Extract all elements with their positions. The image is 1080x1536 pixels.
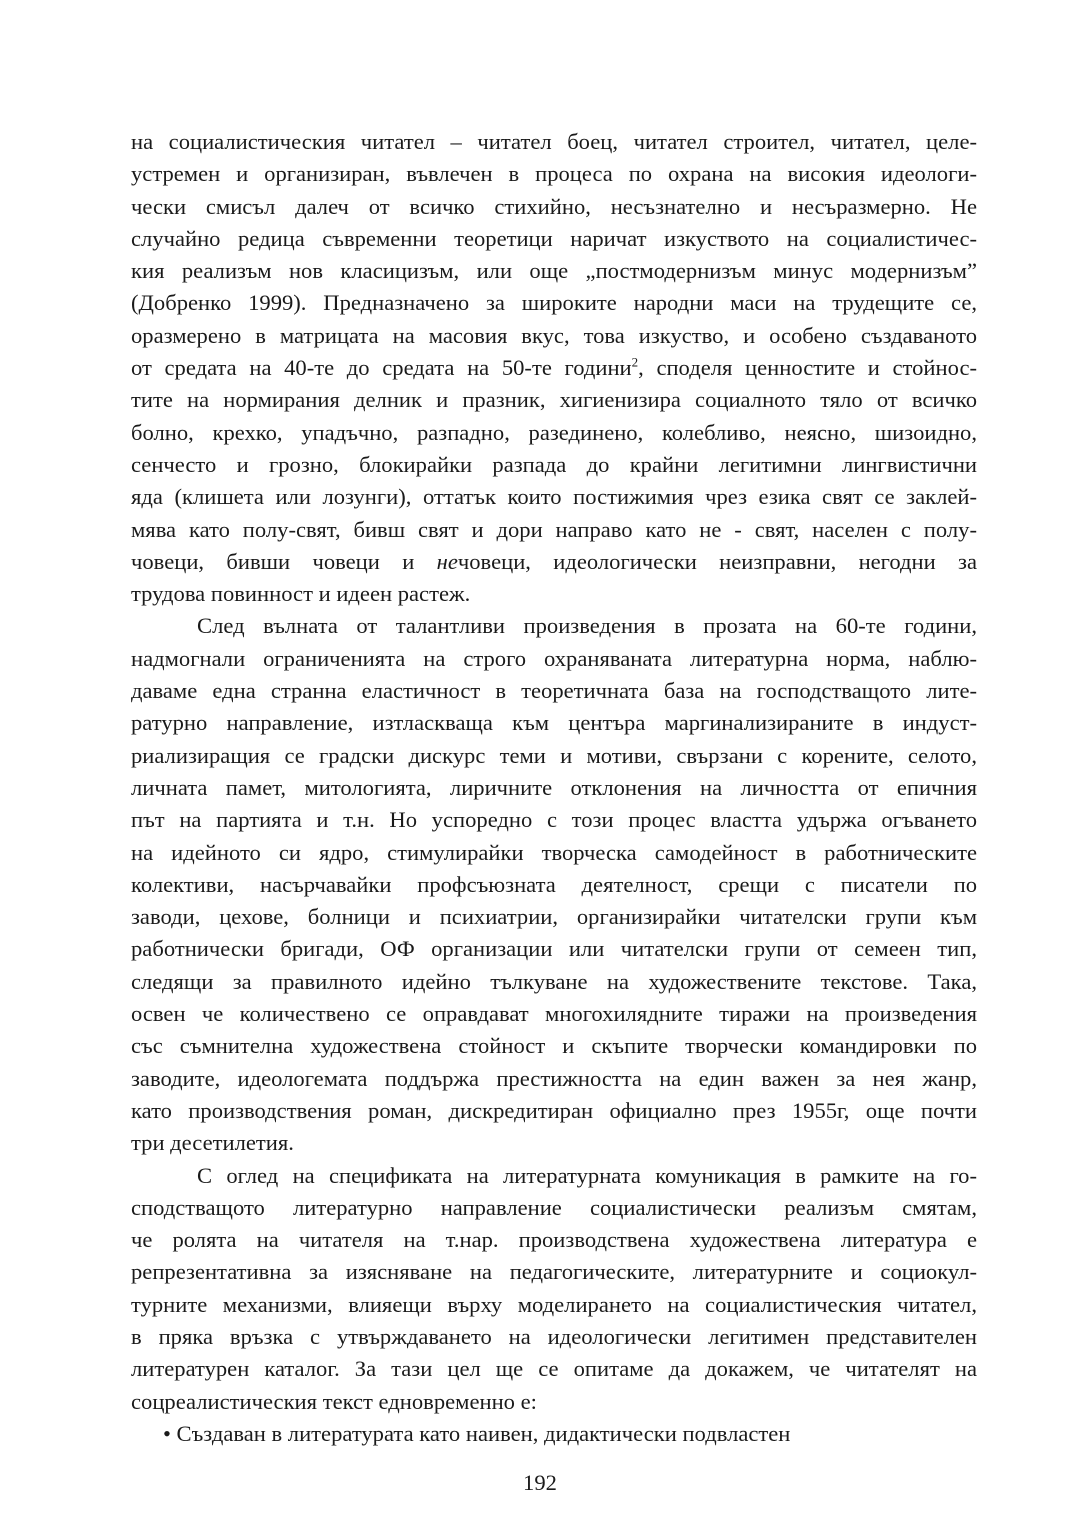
- text-line: заводите, идеологемата поддържа престижността на един важен за нея жанр,: [131, 1065, 977, 1091]
- text-line: че ролята на читателя на т.нар. производствена художествена литература е: [131, 1227, 977, 1253]
- text-segment: човеци, идеологически неизправни, негодни за: [457, 548, 977, 574]
- text-line: освен че количествено се оправдават многохилядните тиражи на произведения: [131, 1001, 977, 1027]
- text-line: сподстващото литературно направление социалистически реализъм смятам,: [131, 1194, 977, 1220]
- text-line: [131, 352, 977, 384]
- text-line: тите на нормирания делник и празник, хигиенизира социалното тяло от всичко: [131, 387, 977, 413]
- paragraph-2: [131, 610, 977, 1159]
- text-line: яда (клишета или лозунги), оттатък които постижимия чрез езика свят се заклей-: [131, 484, 977, 510]
- text-line: кия реализъм нов класицизъм, или още „постмодернизъм минус модернизъм”: [131, 258, 977, 284]
- text-line: заводи, цехове, болници и психиатрии, организирайки читателски групи към: [131, 904, 977, 930]
- paragraph-3: [131, 1160, 977, 1418]
- page-body: [131, 126, 977, 1450]
- text-line: надмогнали ограниченията на строго охраняваната литературна норма, наблю-: [131, 645, 977, 671]
- text-segment: , споделя ценностите и стойнос-: [638, 355, 978, 381]
- text-line: следящи за правилното идейно тълкуване на художествените текстове. Така,: [131, 968, 977, 994]
- bullet-item: • Създаван в литературата като наивен, дидактически подвластен: [163, 1420, 791, 1446]
- text-line: път на партията и т.н. Но успоредно с този процес властта удържа огъването: [131, 807, 977, 833]
- text-segment: от средата на 40-те до средата на 50-те години: [131, 355, 632, 381]
- text-line: трудова повинност и идеен растеж.: [131, 581, 471, 607]
- text-line: даваме една странна еластичност в теоретичната база на господстващото лите-: [131, 678, 977, 704]
- text-line: случайно редица съвременни теоретици наричат изкуството на социалистичес-: [131, 225, 977, 251]
- text-line: литературен каталог. За тази цел ще се опитаме да докажем, че читателят на: [131, 1356, 977, 1382]
- text-line: три десетилетия.: [131, 1130, 294, 1156]
- text-line: След вълната от талантливи произведения в прозата на 60-те години,: [197, 613, 977, 639]
- paragraph-1: [131, 126, 977, 610]
- footnote-reference: 2: [631, 354, 639, 370]
- text-line: риализиращия се градски дискурс теми и мотиви, свързани с корените, селото,: [131, 742, 977, 768]
- text-line: (Добренко 1999). Предназначено за широките народни маси на трудещите се,: [131, 290, 977, 316]
- text-line: на социалистическия читател – читател боец, читател строител, читател, целе-: [131, 129, 977, 154]
- page-number: 192: [523, 1470, 557, 1495]
- text-line: като производствения роман, дискредитиран официално през 1955г, още почти: [131, 1097, 977, 1123]
- text-line: работнически бригади, ОФ организации или читателски групи от семеен тип,: [131, 936, 977, 962]
- text-line: ратурно направление, изтласкваща към центъра маргинализираните в индуст-: [131, 710, 977, 736]
- text-line: оразмерено в матрицата на масовия вкус, това изкуство, и особено създаваното: [131, 322, 977, 348]
- text-line: чески смисъл далеч от всичко стихийно, несъзнателно и несъразмерно. Не: [131, 193, 977, 219]
- text-line: турните механизми, влияещи върху моделирането на социалистическия читател,: [131, 1291, 977, 1317]
- text-line: устремен и организиран, въвлечен в процеса по охрана на високия идеологи-: [131, 161, 977, 187]
- italic-emphasis: не: [436, 548, 458, 574]
- text-line: болно, крехко, упадъчно, разпадно, разединено, колебливо, неясно, шизоидно,: [131, 419, 977, 445]
- text-line: мява като полу-свят, бивш свят и дори направо като не - свят, населен с полу-: [131, 516, 977, 542]
- text-line: [131, 546, 977, 578]
- text-line: сенчесто и грозно, блокирайки разпада до крайни легитимни лингвистични: [131, 451, 977, 477]
- text-line: колективи, насърчавайки профсъюзната деятелност, срещи с писатели по: [131, 871, 977, 897]
- text-line: личната памет, митологията, лиричните отклонения на личността от епичния: [131, 774, 977, 800]
- text-line: със съмнителна художествена стойност и скъпите творчески командировки по: [131, 1033, 977, 1059]
- text-line: С оглед на спецификата на литературната комуникация в рамките на го-: [197, 1162, 977, 1188]
- text-segment: човеци, бивши човеци и: [131, 548, 437, 574]
- text-line: соцреалистическия текст едновременно е:: [131, 1388, 537, 1414]
- text-line: в пряка връзка с утвърждаването на идеологически легитимен представителен: [131, 1323, 977, 1349]
- text-line: репрезентативна за изясняване на педагогическите, литературните и социокул-: [131, 1259, 977, 1285]
- text-line: на идейното си ядро, стимулирайки творческа самодейност в работническите: [131, 839, 977, 865]
